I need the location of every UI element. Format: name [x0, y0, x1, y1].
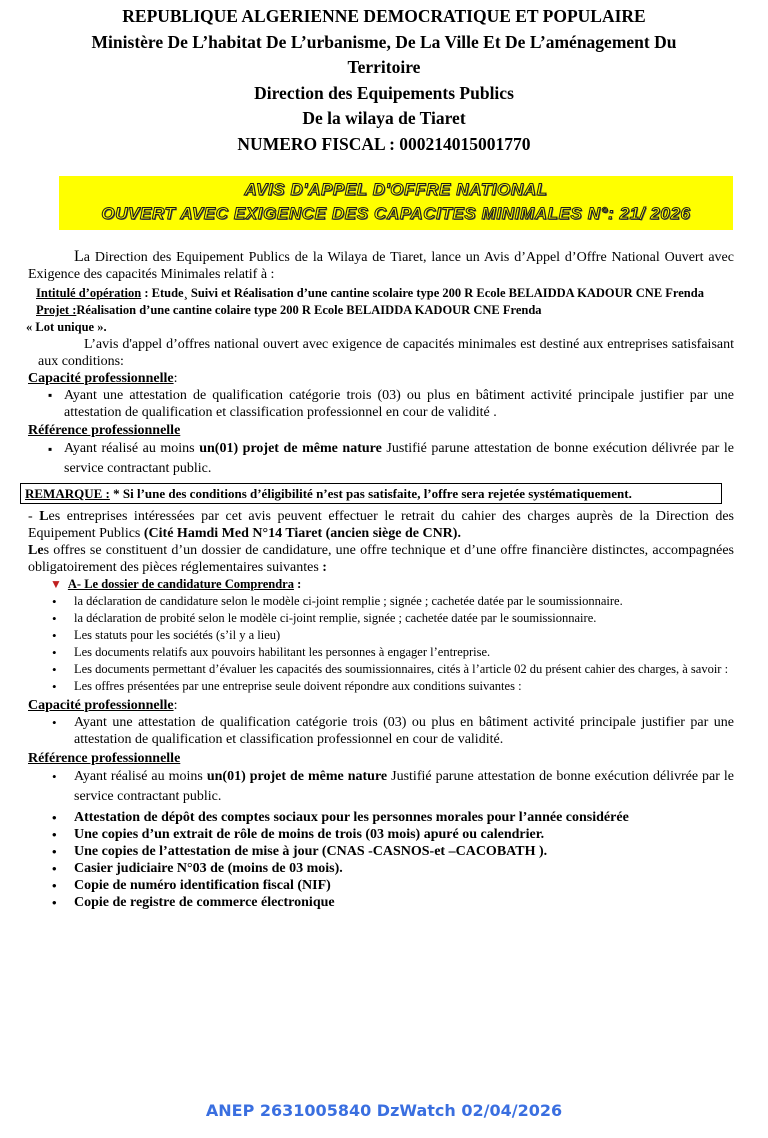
arrow-bullet-icon: ▼ — [50, 577, 62, 591]
list-item: • Une copies de l’attestation de mise à jour (CNAS -CASNOS-et –CACOBATH ). — [48, 843, 734, 860]
intro-paragraph: La Direction des Equipement Publics de la Wilaya de Tiaret, lance un Avis d’Appel d’Offre National Ouvert avec Exigence des capacités Minimales relatif à : — [28, 248, 734, 282]
banner-title-line1: AVIS D'APPEL D'OFFRE NATIONAL — [244, 180, 548, 199]
list-item: • Les documents permettant d’évaluer les capacités des soumissionnaires, cités à l’article 02 du présent cahier des charges, à savoir : — [48, 661, 734, 678]
header-fiscal-number: NUMERO FISCAL : 000214015001770 — [237, 133, 531, 154]
reference-list-2 — [28, 767, 734, 807]
list-item: • Les documents relatifs aux pouvoirs habilitant les personnes à engager l’entreprise. — [48, 644, 734, 661]
capacite-list-2 — [28, 714, 734, 748]
header-ministry: Ministère De L’habitat De L’urbanisme, De La Ville Et De L’aménagement Du — [91, 31, 677, 52]
reference-heading-2: Référence professionnelle — [28, 751, 181, 766]
list-item: • Copie de registre de commerce électronique — [48, 894, 734, 911]
offres-paragraph: Les offres se constituent d’un dossier de candidature, une offre technique et d’une offre financière distinctes, accompagnées obligatoirement des pièces réglementaires suivantes : — [28, 543, 734, 575]
document-header — [0, 4, 768, 157]
list-item: ▪ Ayant une attestation de qualification catégorie trois (03) ou plus en bâtiment activité principale justifier par une attestation de qualification et classification professionnel en cour de validité . — [48, 387, 734, 421]
destine-paragraph: L’avis d'appel d’offres national ouvert avec exigence de capacités minimales est destiné aux entreprises satisfaisant aux conditions: — [38, 337, 734, 369]
retrait-paragraph: - Les entreprises intéressées par cet avis peuvent effectuer le retrait du cahier des charges auprès de la Direction des Equipement Publics (Cité Hamdi Med N°14 Tiaret (ancien siège de CNR). — [28, 509, 734, 541]
list-item: • Copie de numéro identification fiscal (NIF) — [48, 877, 734, 894]
header-wilaya: De la wilaya de Tiaret — [302, 108, 466, 128]
list-item: • Attestation de dépôt des comptes sociaux pour les personnes morales pour l’année considérée — [48, 809, 734, 826]
reference-heading-1: Référence professionnelle — [28, 423, 181, 438]
list-item: • Les offres présentées par une entreprise seule doivent répondre aux conditions suivantes : — [48, 678, 734, 695]
projet-line: Projet :Réalisation d’une cantine colaire type 200 R Ecole BELAIDDA KADOUR CNE Frenda — [36, 303, 542, 317]
banner-title-line2: OUVERT AVEC EXIGENCE DES CAPACITES MINIMALES N°: 21/ 2026 — [101, 204, 691, 223]
capacite-heading-1: Capacité professionnelle: — [28, 371, 178, 386]
capacite-heading-2: Capacité professionnelle: — [28, 698, 178, 713]
pieces-list — [28, 809, 734, 911]
list-item: • Ayant une attestation de qualification catégorie trois (03) ou plus en bâtiment activité principale justifier par une attestation de qualification et classification professionnel en cour de validité. — [48, 714, 734, 748]
list-item: • Une copies d’un extrait de rôle de moins de trois (03 mois) apuré ou calendrier. — [48, 826, 734, 843]
operation-line: Intitulé d’opération : Etude¸ Suivi et Réalisation d’une cantine scolaire type 200 R Ecole BELAIDDA KADOUR CNE Frenda — [36, 286, 704, 300]
footer-watermark: ANEP 2631005840 DzWatch 02/04/2026 — [205, 1101, 563, 1120]
capacite-list-1 — [28, 387, 734, 421]
lot-line: « Lot unique ». — [26, 320, 107, 334]
header-republic: REPUBLIQUE ALGERIENNE DEMOCRATIQUE ET POPULAIRE — [122, 6, 646, 26]
list-item: • Les statuts pour les sociétés (s’il y a lieu) — [48, 627, 734, 644]
list-item: • Ayant réalisé au moins un(01) projet de même nature Justifié parune attestation de bonne exécution délivrée par le service contractant public. — [48, 767, 734, 807]
list-item: • la déclaration de candidature selon le modèle ci-joint remplie ; signée ; cachetée datée par le soumissionnaire. — [48, 593, 734, 610]
list-item: ▪ Ayant réalisé au moins un(01) projet de même nature Justifié parune attestation de bonne exécution délivrée par le service contractant public. — [48, 439, 734, 479]
reference-list-1 — [28, 439, 734, 479]
dossier-heading: ▼ A- Le dossier de candidature Comprendra : — [50, 577, 302, 591]
dossier-list — [28, 593, 734, 695]
document-body — [25, 248, 735, 911]
header-ministry-cont: Territoire — [347, 57, 421, 77]
title-banner — [59, 176, 733, 230]
list-item: • Casier judiciaire N°03 de (moins de 03 mois). — [48, 860, 734, 877]
header-direction: Direction des Equipements Publics — [254, 82, 514, 103]
remarque-box: REMARQUE : * Si l’une des conditions d’éligibilité n’est pas satisfaite, l’offre sera rejetée systématiquement. — [20, 483, 722, 504]
list-item: • la déclaration de probité selon le modèle ci-joint remplie, signée ; cachetée datée par le soumissionnaire. — [48, 610, 734, 627]
